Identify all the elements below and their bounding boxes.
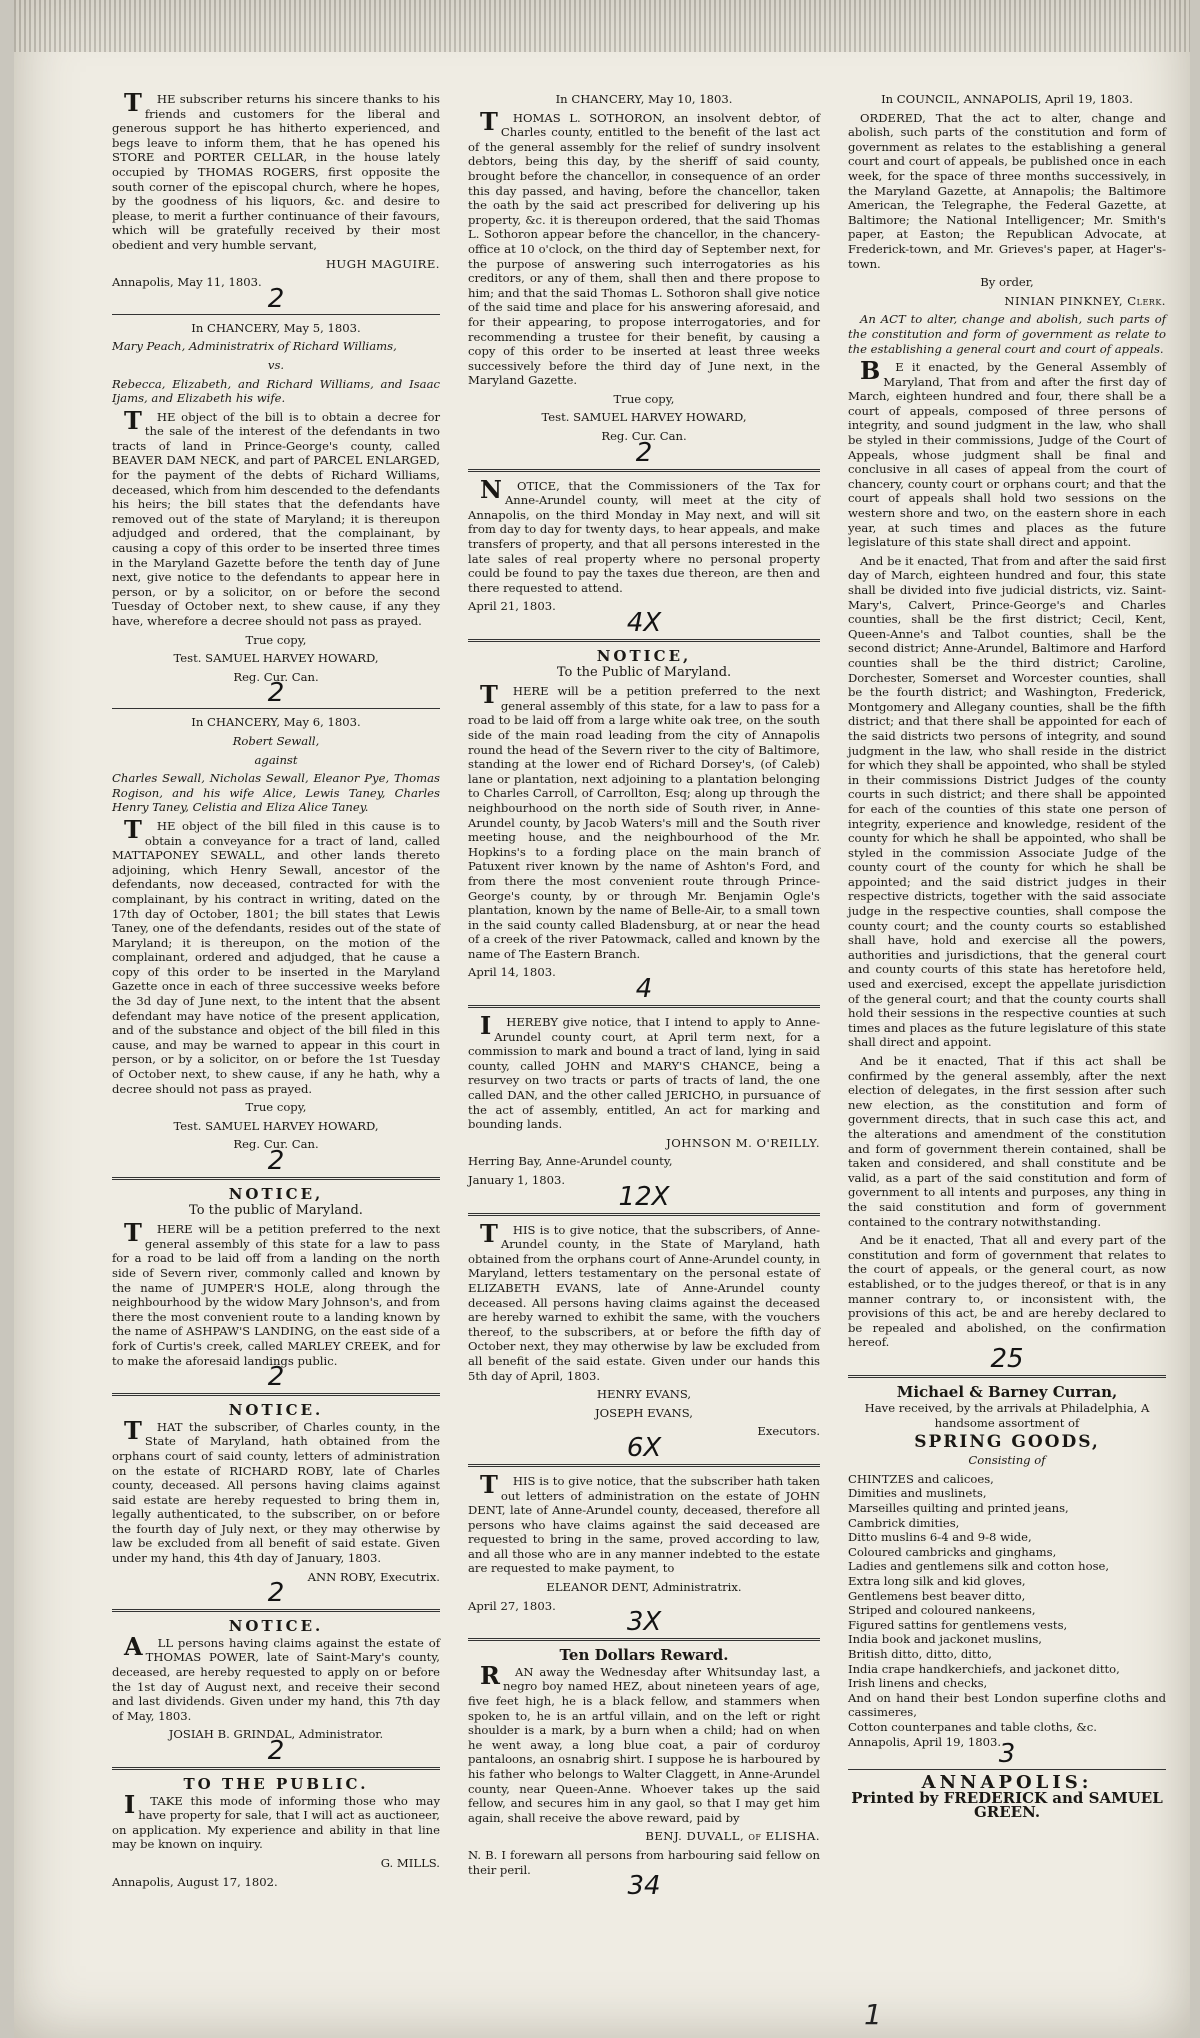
ad-heading: In CHANCERY, May 10, 1803. <box>555 92 733 106</box>
goods-list-item: Irish linens and checks, <box>848 1676 988 1691</box>
ad-test: Test. SAMUEL HARVEY HOWARD, <box>173 651 379 666</box>
handwritten-mark: 34 <box>627 1871 661 1902</box>
ad-body: THAT the subscriber, of Charles county, in the State of Maryland, hath obtained from the orphans court of said county, letters of administration on the estate of RICHARD ROBY, late of Charles county, deceased. All persons having claims against said estate are hereby requested to bring them in, legally authenticated, to the subscriber, on or before the fourth day of July next, or they may otherwise by law be excluded from all benefit of said estate. Given under my hand, this 4th day of January, 1803. <box>112 1415 440 1566</box>
ad-party: Mary Peach, Administratrix of Richard Williams, <box>112 339 397 354</box>
ad-against: against <box>254 752 298 767</box>
divider <box>468 469 820 472</box>
handwritten-mark: 12X <box>618 1181 670 1212</box>
runaway-reward-notice <box>468 1646 820 1902</box>
act-section: BE it enacted, by the General Assembly of Maryland, That from and after the first day of March, eighteen hundred and four, there shall be a court of appeals, composed of three persons of integrity, and sound judgment in the law, who shall be styled in their commissions, Judge of the Court of Appeals, whose judgment shall be final and conclusive in all cases of appeal from the court of chancery, county court or orphans court; and that the court of appeals shall hold two sessions on the western shore and two, on the eastern shore in each year, at such times and places as the future legislature of this state shall direct and appoint. <box>848 356 1166 550</box>
ad-signer: ELEANOR DENT, Administratrix. <box>546 1580 742 1595</box>
divider <box>112 314 440 315</box>
goods-list-item: Cambrick dimities, <box>848 1515 960 1530</box>
ad-vs: vs. <box>267 357 285 372</box>
divider <box>468 639 820 642</box>
goods-list-item: Extra long silk and kid gloves, <box>848 1574 1026 1588</box>
handwritten-mark: 2 <box>267 1146 285 1176</box>
handwritten-mark: 2 <box>267 678 285 709</box>
power-estate-notice <box>112 1619 440 1764</box>
tax-commissioners-notice <box>468 474 820 638</box>
goods-list-item: Annapolis, April 19, 1803. <box>848 1734 1002 1749</box>
ad-party: Rebecca, Elizabeth, and Richard Williams, and Isaac Ijams, and Elizabeth his wife. <box>112 376 440 406</box>
ad-heading: In COUNCIL, ANNAPOLIS, April 19, 1803. <box>881 92 1133 106</box>
divider <box>848 1375 1166 1378</box>
handwritten-mark: 4X <box>626 608 662 638</box>
goods-list-item: Coloured cambricks and ginghams, <box>848 1544 1057 1559</box>
ad-party: Charles Sewall, Nicholas Sewall, Eleanor Pye, Thomas Rogison, and his wife Alice, Lewis Taney, Charles Henry Taney, Celistia and Eliza Alice Taney. <box>112 771 440 815</box>
ad-signer: BENJ. DUVALL, of ELISHA. <box>645 1829 820 1844</box>
ad-heading: Michael & Barney Curran, <box>896 1382 1118 1401</box>
ad-signer: JOSEPH EVANS, <box>595 1405 693 1420</box>
ad-party: Robert Sewall, <box>232 733 320 748</box>
divider <box>112 1609 440 1612</box>
ad-test: Test. SAMUEL HARVEY HOWARD, <box>541 410 747 425</box>
handwritten-mark: 3X <box>626 1607 662 1638</box>
handwritten-mark: 25 <box>990 1343 1024 1374</box>
goods-list-item: CHINTZES and calicoes, <box>848 1471 994 1486</box>
ad-body: IHEREBY give notice, that I intend to apply to Anne-Arundel county court, at April term next, for a commission to mark and bound a tract of land, lying in said county, called JOHN and MARY'S CHANCE, being a resurvey on two tracts or parts of tracts of land, the one called DAN, and the other called JERICHO, in pursuance of the act of assembly, entitled, An act for marking and bounding lands. <box>468 1011 820 1132</box>
handwritten-mark: 2 <box>635 437 653 468</box>
divider <box>112 1177 440 1180</box>
roby-estate-notice <box>112 1401 440 1609</box>
goods-list-item: Ladies and gentlemens silk and cotton hose, <box>848 1559 1110 1574</box>
ad-consisting: Consisting of <box>968 1453 1046 1468</box>
ad-copy: True copy, <box>245 1100 307 1115</box>
ad-body: THE object of the bill filed in this cause is to obtain a conveyance for a tract of land, called MATTAPONEY SEWALL, and other lands thereto adjoining, which Henry Sewall, ancestor of the defendants, now deceased, contracted for with the complainant, by his contract in writing, dated on the 17th day of October, 1801; the bill states that Lewis Taney, one of the defendants, resides out of the state of Maryland; it is thereupon, on the motion of the complainant, ordered and adjudged, that he cause a copy of this order to be inserted in the Maryland Gazette once in each of three successive weeks before the 3d day of June next, to the intent that the absent defendant may have notice of the present application, and of the substance and object of the bill filed in this cause, and may be warned to appear in this court in person, or by a solicitor, on or before the 1st Tuesday of October next, to shew cause, if any he hath, why a decree should not pass as prayed. <box>112 814 440 1096</box>
ad-date: April 27, 1803. <box>468 1598 556 1613</box>
ad-date: Annapolis, August 17, 1802. <box>112 1874 278 1889</box>
act-title: An ACT to alter, change and abolish, such parts of the constitution and form of government as relate to the establishing a general court and court of appeals. <box>848 312 1166 356</box>
dent-estate-notice <box>468 1469 820 1638</box>
ad-intro: Have received, by the arrivals at Philadelphia, A handsome assortment of <box>864 1401 1150 1431</box>
divider <box>468 1464 820 1467</box>
goods-list-item: Cotton counterpanes and table cloths, &c. <box>848 1719 1097 1734</box>
handwritten-mark: 2 <box>267 283 285 314</box>
ad-body: THERE will be a petition preferred to the next general assembly of this state, for a law to pass for a road to be laid off from a large white oak tree, on the south side of the main road leading from the city of Annapolis round the head of the Severn river to the city of Baltimore, standing at the lower end of Richard Dorsey's, (of Caleb) lane or plantation, next adjoining to a plantation belonging to Charles Carroll, of Carrollton, Esq; along up through the neighbourhood on the north side of South river, in Anne-Arundel county, by Jacob Waters's mill and the South river meeting house, and the neighbourhood of the Mr. Hopkins's to a fording place on the main branch of Patuxent river known by the name of Ashton's Ford, and from there the most convenient route through Prince-George's county, by or through Mr. Benjamin Ogle's plantation, known by the name of Belle-Air, to a small town in the said county called Bladensburg, at or near the head of a creek of the river Patowmack, called and known by the name of The Eastern Branch. <box>468 680 820 961</box>
handwritten-mark: 3 <box>998 1739 1016 1770</box>
ad-date: January 1, 1803. <box>468 1173 566 1187</box>
column-1 <box>112 88 440 1893</box>
column-2 <box>468 92 820 1902</box>
ad-body: THOMAS L. SOTHORON, an insolvent debtor, of Charles county, entitled to the benefit of the last act of the general assembly for the relief of sundry insolvent debtors, being this day, by the sheriff of said county, brought before the chancellor, in consequence of an order this day passed, and having, before the chancellor, taken the oath by the said act prescribed for delivering up his property, &c. it is thereupon ordered, that the said Thomas L. Sothoron appear before the chancellor, in the chancery-office at 10 o'clock, on the third day of September next, for the purpose of answering such interrogatories as his creditors, or any of them, shall then and there propose to him; and that the said Thomas L. Sothoron shall give notice of the said time and place for his answering aforesaid, and for their appearing, to propose interrogatories, and for recommending a trustee for their benefit, by causing a copy of this order to be inserted at least three weeks successively before the third day of June next, in the Maryland Gazette. <box>468 106 820 388</box>
goods-list-item: Striped and coloured nankeens, <box>848 1603 1036 1618</box>
ad-test: Test. SAMUEL HARVEY HOWARD, <box>173 1118 379 1133</box>
ad-order: By order, <box>980 275 1034 290</box>
ad-heading: NOTICE, <box>228 1185 324 1203</box>
ad-date: April 14, 1803. <box>468 965 556 980</box>
council-act-notice <box>848 92 1166 1372</box>
newspaper-page <box>14 0 1190 2038</box>
ad-body: ITAKE this mode of informing those who may have property for sale, that I will act as auctioneer, on application. My experience and ability in that line may be known on inquiry. <box>112 1789 440 1852</box>
ad-subheading: To the public of Maryland. <box>189 1202 363 1218</box>
ad-heading: TO THE PUBLIC. <box>183 1775 369 1793</box>
goods-list <box>848 1472 1166 1749</box>
goods-list-item: Figured sattins for gentlemens vests, <box>848 1617 1068 1632</box>
curran-spring-goods-ad <box>848 1382 1166 1770</box>
oreilly-land-notice <box>468 1011 820 1212</box>
ad-reg: Reg. Cur. Can. <box>233 1137 319 1152</box>
maguire-advertisement <box>112 88 440 314</box>
torn-top-edge <box>14 0 1190 52</box>
ad-signer: ANN ROBY, Executrix. <box>307 1569 440 1584</box>
ad-heading: NOTICE. <box>228 1401 324 1420</box>
ad-signer: JOSIAH B. GRINDAL, Administrator. <box>168 1727 384 1742</box>
ad-signer: G. MILLS. <box>380 1855 440 1870</box>
goods-list-item: Ditto muslins 6-4 and 9-8 wide, <box>848 1530 1032 1545</box>
ad-signer: JOHNSON M. O'REILLY. <box>666 1135 820 1150</box>
ad-heading: NOTICE. <box>228 1617 324 1636</box>
act-section: And be it enacted, That if this act shall be confirmed by the general assembly, after the next election of delegates, in the first session after such new election, as the constitution and form of government directs, that in such case this act, and the alterations and amendment of the constitution and form of government therein contained, shall be taken and considered, and shall constitute and be valid, as a part of the said constitution and form of government to all intents and purposes, any thing in the said constitution and form of government contained to the contrary notwithstanding. <box>848 1054 1166 1229</box>
ad-signer: NINIAN PINKNEY, Clerk. <box>1004 293 1166 308</box>
goods-list-item: Dimities and muslinets, <box>848 1486 987 1501</box>
handwritten-mark: 2 <box>267 1578 285 1609</box>
divider <box>468 1005 820 1008</box>
ad-date: April 21, 1803. <box>468 599 556 614</box>
ad-date: Annapolis, May 11, 1803. <box>112 275 262 290</box>
ad-body: THIS is to give notice, that the subscribers, of Anne-Arundel county, in the State of Maryland, hath obtained from the orphans court of Anne-Arundel county, in Maryland, letters testamentary on the personal estate of ELIZABETH EVANS, late of Anne-Arundel county deceased. All persons having claims against the deceased are hereby warned to exhibit the same, with the vouchers thereof, to the subscribers, at or before the fifth day of October next, they may otherwise by law be excluded from all benefit of the said estate. Given under our hands this 5th day of April, 1803. <box>468 1218 820 1383</box>
ad-copy: True copy, <box>245 632 307 647</box>
chancery-williams-notice <box>112 321 440 707</box>
ad-body: THE subscriber returns his sincere thanks to his friends and customers for the liberal and generous support he has hitherto experienced, and begs leave to inform them, that he has opened his STORE and PORTER CELLAR, in the house lately occupied by THOMAS ROGERS, first opposite the south corner of the episcopal church, where he hopes, by the goodness of his liquors, &c. and desire to please, to merit a further continuance of their favours, which will be gratefully received by their most obedient and very humble servant, <box>112 88 440 252</box>
handwritten-mark: 4 <box>635 974 653 1005</box>
ad-body: THE object of the bill is to obtain a decree for the sale of the interest of the defendants in two tracts of land in Prince-George's county, called BEAVER DAM NECK, and part of PARCEL ENLARGED, for the payment of the debts of Richard Williams, deceased, which from him descended to the defendants his heirs; the bill states that the defendants have removed out of the state of Maryland; it is thereupon adjudged and ordered, that the complainant, by causing a copy of this order to be inserted three times in the Maryland Gazette before the tenth day of June next, give notice to the defendants to appear here in person, or by a solicitor, on or before the second Tuesday of October next, to shew cause, if any they have, wherefore a decree should not pass as prayed. <box>112 405 440 628</box>
goods-list-item: British ditto, ditto, ditto, <box>848 1646 992 1661</box>
handwritten-mark: 2 <box>267 1362 285 1393</box>
ad-heading: Ten Dollars Reward. <box>559 1646 729 1665</box>
ad-body: RAN away the Wednesday after Whitsunday last, a negro boy named HEZ, about nineteen years of age, five feet high, he is a black fellow, and stammers when spoken to, he is an artful villain, and on the left or right shoulder is a mark, by a burn when a child; had on when he went away, a long blue coat, a pair of corduroy pantaloons, an osnabrig shirt. I suppose he is harboured by his father who belongs to Walter Claggett, in Anne-Arundel county, near Queen-Anne. Whoever takes up the said fellow, and secures him in any gaol, so that I may get him again, shall receive the above reward, paid by <box>468 1660 820 1825</box>
handwritten-mark: 2 <box>267 1736 285 1766</box>
goods-list-item: India crape handkerchiefs, and jackonet ditto, <box>848 1661 1120 1676</box>
handwritten-mark: 6X <box>626 1432 662 1463</box>
divider <box>112 708 440 709</box>
margin-handwritten-mark: 1 <box>864 1998 882 2031</box>
ad-place: Herring Bay, Anne-Arundel county, <box>468 1154 673 1169</box>
divider <box>112 1393 440 1396</box>
goods-list-item: Marseilles quilting and printed jeans, <box>848 1501 1069 1516</box>
road-petition-notice <box>112 1185 440 1393</box>
ad-body: ALL persons having claims against the estate of THOMAS POWER, late of Saint-Mary's county, deceased, are hereby requested to apply on or before the 1st day of August next, and receive their second and last dividends. Given under my hand, this 7th day of May, 1803. <box>112 1631 440 1723</box>
ad-body: THERE will be a petition preferred to the next general assembly of this state for a law to pass for a road to be laid off from a landing on the north side of Severn river, commonly called and known by the name of JUMPER'S HOLE, along through the neighbourhood by the widow Mary Johnson's, and from there the most convenient route to a landing known by the name of ASHPAW'S LANDING, on the east side of a fork of Curtis's creek, called MARLEY CREEK, and for to make the aforesaid landings public. <box>112 1218 440 1368</box>
divider <box>848 1769 1166 1770</box>
goods-list-item: Gentlemens best beaver ditto, <box>848 1588 1026 1603</box>
ad-heading: In CHANCERY, May 5, 1803. <box>191 320 361 335</box>
ad-title: SPRING GOODS, <box>914 1431 1100 1452</box>
auctioneer-notice <box>112 1777 440 1889</box>
evans-estate-notice <box>468 1218 820 1463</box>
divider <box>112 1767 440 1770</box>
act-section: And be it enacted, That all and every part of the constitution and form of government that relates to the court of appeals, or the general court, as now established, or to the judges thereof, or that is in any manner contrary to, or inconsistent with, the provisions of this act, be and are hereby declared to be repealed and abolished, on the confirmation hereof. <box>848 1233 1166 1350</box>
ad-heading: NOTICE, <box>596 647 692 665</box>
ad-copy: True copy, <box>613 391 675 406</box>
ad-subheading: To the Public of Maryland. <box>556 664 732 680</box>
ad-reg: Reg. Cur. Can. <box>233 669 319 684</box>
ad-note: N. B. I forewarn all persons from harbouring said fellow on their peril. <box>468 1847 820 1877</box>
column-3 <box>848 92 1166 1820</box>
ad-role: Executors. <box>757 1424 820 1439</box>
imprint-city: ANNAPOLIS: <box>921 1772 1093 1794</box>
imprint-printer: Printed by FREDERICK and SAMUEL GREEN. <box>851 1788 1163 1822</box>
ad-signer: HUGH MAGUIRE. <box>325 256 440 271</box>
chancery-sothoron-notice <box>468 92 820 466</box>
divider <box>468 1213 820 1216</box>
ad-heading: In CHANCERY, May 6, 1803. <box>191 715 361 730</box>
goods-list-item: India book and jackonet muslins, <box>848 1632 1042 1647</box>
road-petition-notice-2 <box>468 647 820 1005</box>
chancery-sewall-notice <box>112 715 440 1174</box>
ad-body: ORDERED, That the act to alter, change and abolish, such parts of the constitution and form of government as relates to the establishing a general court and court of appeals, be published once in each week, for the space of three months successively, in the Maryland Gazette, at Annapolis; the Baltimore American, the Telegraphe, the Federal Gazette, at Baltimore; the National Intelligencer; Mr. Smith's paper, at Easton; the Republican Advocate, at Frederick-town, and Mr. Grieves's paper, at Hager's-town. <box>848 110 1166 271</box>
ad-body: THIS is to give notice, that the subscriber hath taken out letters of administration on the estate of JOHN DENT, late of Anne-Arundel county, deceased, therefore all persons who have claims against the said deceased are requested to bring in the same, proved according to law, and all those who are in any manner indebted to the estate are requested to make payment, to <box>468 1469 820 1576</box>
ad-body: NOTICE, that the Commissioners of the Tax for Anne-Arundel county, will meet at the city of Annapolis, on the third Monday in May next, and will sit from day to day for twenty days, to hear appeals, and make transfers of property, and that all persons interested in the late sales of real property where no personal property could be found to pay the taxes due thereon, are then and there requested to attend. <box>468 474 820 595</box>
ad-reg: Reg. Cur. Can. <box>601 429 687 444</box>
divider <box>468 1638 820 1641</box>
goods-list-item: And on hand their best London superfine cloths and cassimeres, <box>848 1690 1166 1720</box>
printer-imprint <box>848 1772 1166 1822</box>
ad-signer: HENRY EVANS, <box>596 1387 692 1402</box>
act-section: And be it enacted, That from and after the said first day of March, eighteen hundred and four, this state shall be divided into five judicial districts, viz. Saint-Mary's, Calvert, Prince-George's and Charles counties, shall be the first district; Cecil, Kent, Queen-Anne's and Talbot counties, shall be the second district; Anne-Arundel, Baltimore and Harford counties shall be the third district; Caroline, Dorchester, Somerset and Worcester counties, shall be the fourth district; and Washington, Frederick, Montgomery and Allegany counties, shall be the fifth district; and that there shall be appointed for each of the said districts two persons of integrity, and sound judgment in the law, who shall reside in the district for which they shall be appointed, who shall be styled in their commissions District Judges of the county courts in such district; and there shall be appointed for each of the counties of this state one person of integrity, experience and knowledge, resident of the county for which he shall be appointed, who shall be styled in the commission Associate Judge of the county court of the county for which he shall be appointed; and the said district judges in their respective districts, together with the said associate judge in the respective counties, shall compose the county court; and the county courts so established shall have, hold and exercise all the powers, authorities and jurisdictions, that the general court and county courts of this state has heretofore held, used and exercised, except the appellate jurisdiction of the general court; and that the county courts shall hold their sessions in the respective counties at such times and places as the future legislature of this state shall direct and appoint. <box>848 553 1166 1050</box>
